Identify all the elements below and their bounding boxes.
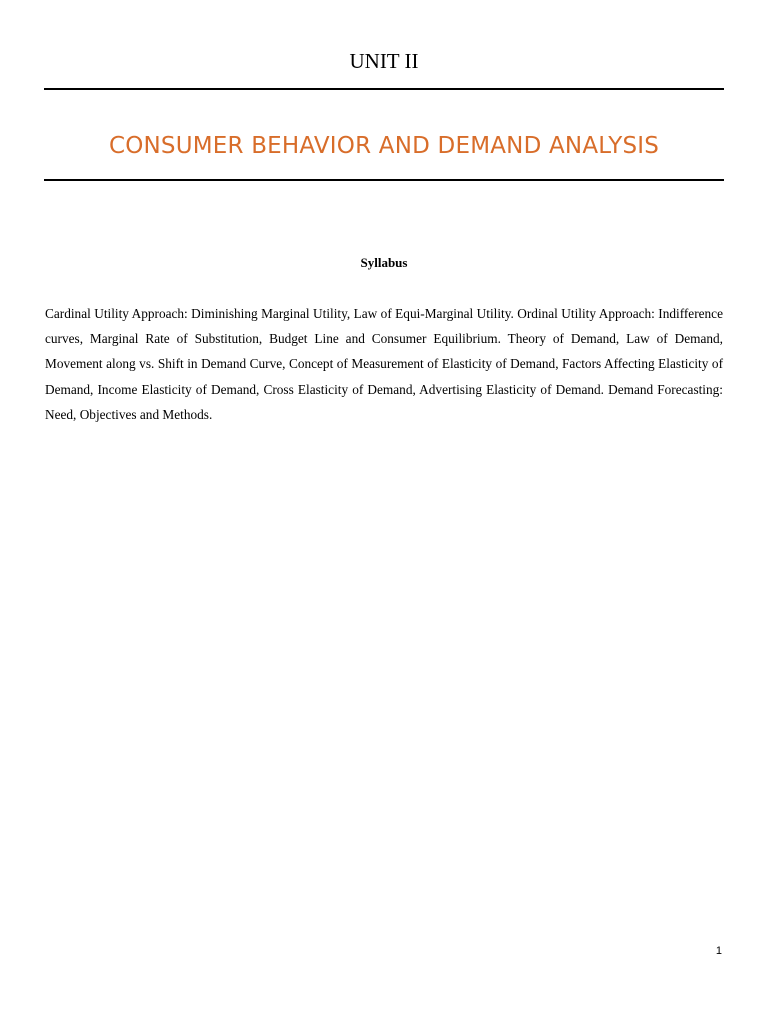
chapter-title: CONSUMER BEHAVIOR AND DEMAND ANALYSIS: [108, 133, 660, 159]
page-number: 1: [715, 945, 722, 957]
unit-title: UNIT II: [349, 49, 419, 73]
bottom-divider: [44, 179, 724, 181]
syllabus-body: Cardinal Utility Approach: Diminishing Marginal Utility, Law of Equi-Marginal Utility. Ordinal Utility Approach: Indifference curves, Marginal Rate of Substitution, Budget Line and Consumer Equilibrium. Theory of Demand, Law of Demand, Movement along vs. Shift in Demand Curve, Concept of Measurement of Elasticity of Demand, Factors Affecting Elasticity of Demand, Income Elasticity of Demand, Cross Elasticity of Demand, Advertising Elasticity of Demand. Demand Forecasting: Need, Objectives and Methods.: [45, 306, 723, 422]
syllabus-heading: Syllabus: [360, 255, 408, 270]
top-divider: [44, 88, 724, 90]
